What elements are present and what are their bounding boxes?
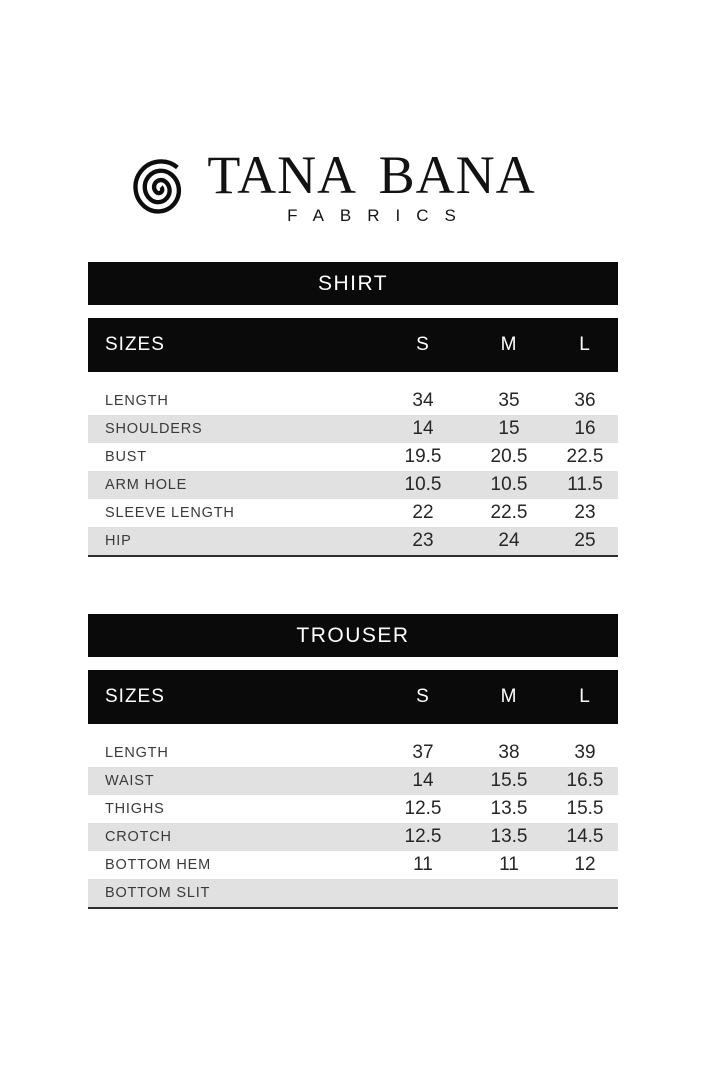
measurement-label: CROTCH bbox=[105, 829, 172, 845]
table-row bbox=[88, 415, 618, 443]
value-l: 22.5 bbox=[566, 446, 604, 467]
trouser-size-chart bbox=[88, 614, 618, 909]
value-m: 38 bbox=[498, 742, 520, 763]
value-s: 10.5 bbox=[404, 474, 442, 495]
value-s: 14 bbox=[412, 418, 434, 439]
measurement-label: BUST bbox=[105, 449, 147, 465]
measurement-label: BOTTOM HEM bbox=[105, 857, 212, 873]
value-s: 14 bbox=[412, 770, 434, 791]
table-row bbox=[88, 499, 618, 527]
value-s: 19.5 bbox=[404, 446, 442, 467]
table-row bbox=[88, 387, 618, 415]
table-row bbox=[88, 767, 618, 795]
sizes-label: SIZES bbox=[105, 334, 165, 355]
value-l: 23 bbox=[574, 502, 596, 523]
value-l: 25 bbox=[574, 530, 596, 551]
value-l: 14.5 bbox=[566, 826, 604, 847]
value-l: 15.5 bbox=[566, 798, 604, 819]
value-s: 22 bbox=[412, 502, 434, 523]
value-l: 16 bbox=[574, 418, 596, 439]
value-m: 22.5 bbox=[490, 502, 528, 523]
trouser-title: TROUSER bbox=[296, 623, 410, 647]
value-s: 34 bbox=[412, 390, 434, 411]
spiral-icon bbox=[132, 158, 190, 216]
value-m: 13.5 bbox=[490, 826, 528, 847]
value-m: 24 bbox=[498, 530, 520, 551]
value-m: 20.5 bbox=[490, 446, 528, 467]
table-row bbox=[88, 823, 618, 851]
column-header-s: S bbox=[416, 334, 430, 355]
brand-name: TANA BANA bbox=[207, 145, 536, 205]
brand-text bbox=[207, 145, 536, 226]
trouser-table-body bbox=[88, 739, 618, 909]
value-s: 37 bbox=[412, 742, 434, 763]
measurement-label: LENGTH bbox=[105, 745, 169, 761]
brand-subtitle: FABRICS bbox=[287, 206, 472, 225]
value-l: 11.5 bbox=[567, 474, 603, 495]
value-l: 39 bbox=[574, 742, 596, 763]
value-m: 11 bbox=[499, 854, 519, 875]
shirt-title: SHIRT bbox=[317, 271, 389, 295]
measurement-label: HIP bbox=[105, 533, 132, 549]
sizes-label: SIZES bbox=[105, 686, 165, 707]
shirt-sizes-header bbox=[88, 318, 618, 372]
shirt-title-bar bbox=[88, 262, 618, 305]
column-header-s: S bbox=[416, 686, 430, 707]
value-l: 12 bbox=[574, 854, 596, 875]
value-l: 16.5 bbox=[566, 770, 604, 791]
table-row bbox=[88, 443, 618, 471]
table-row bbox=[88, 879, 618, 907]
value-s: 23 bbox=[412, 530, 434, 551]
table-row bbox=[88, 851, 618, 879]
shirt-size-chart bbox=[88, 262, 618, 557]
measurement-label: WAIST bbox=[105, 773, 155, 789]
table-row bbox=[88, 471, 618, 499]
measurement-label: THIGHS bbox=[105, 801, 165, 817]
table-row bbox=[88, 527, 618, 555]
value-l: 36 bbox=[574, 390, 596, 411]
measurement-label: LENGTH bbox=[105, 393, 169, 409]
measurement-label: SHOULDERS bbox=[105, 421, 203, 437]
trouser-title-bar bbox=[88, 614, 618, 657]
value-m: 15 bbox=[498, 418, 520, 439]
brand-logo bbox=[0, 145, 694, 226]
value-m: 35 bbox=[498, 390, 520, 411]
value-m: 13.5 bbox=[490, 798, 528, 819]
column-header-m: M bbox=[500, 334, 518, 355]
column-header-l: L bbox=[579, 686, 591, 707]
value-m: 10.5 bbox=[490, 474, 528, 495]
table-row bbox=[88, 795, 618, 823]
measurement-label: BOTTOM SLIT bbox=[105, 885, 211, 901]
trouser-sizes-header bbox=[88, 670, 618, 724]
measurement-label: ARM HOLE bbox=[105, 477, 188, 493]
value-s: 12.5 bbox=[404, 826, 442, 847]
shirt-table-body bbox=[88, 387, 618, 557]
value-s: 11 bbox=[413, 854, 433, 875]
value-m: 15.5 bbox=[490, 770, 528, 791]
column-header-m: M bbox=[500, 686, 518, 707]
table-row bbox=[88, 739, 618, 767]
value-s: 12.5 bbox=[404, 798, 442, 819]
measurement-label: SLEEVE LENGTH bbox=[105, 505, 235, 521]
column-header-l: L bbox=[579, 334, 591, 355]
